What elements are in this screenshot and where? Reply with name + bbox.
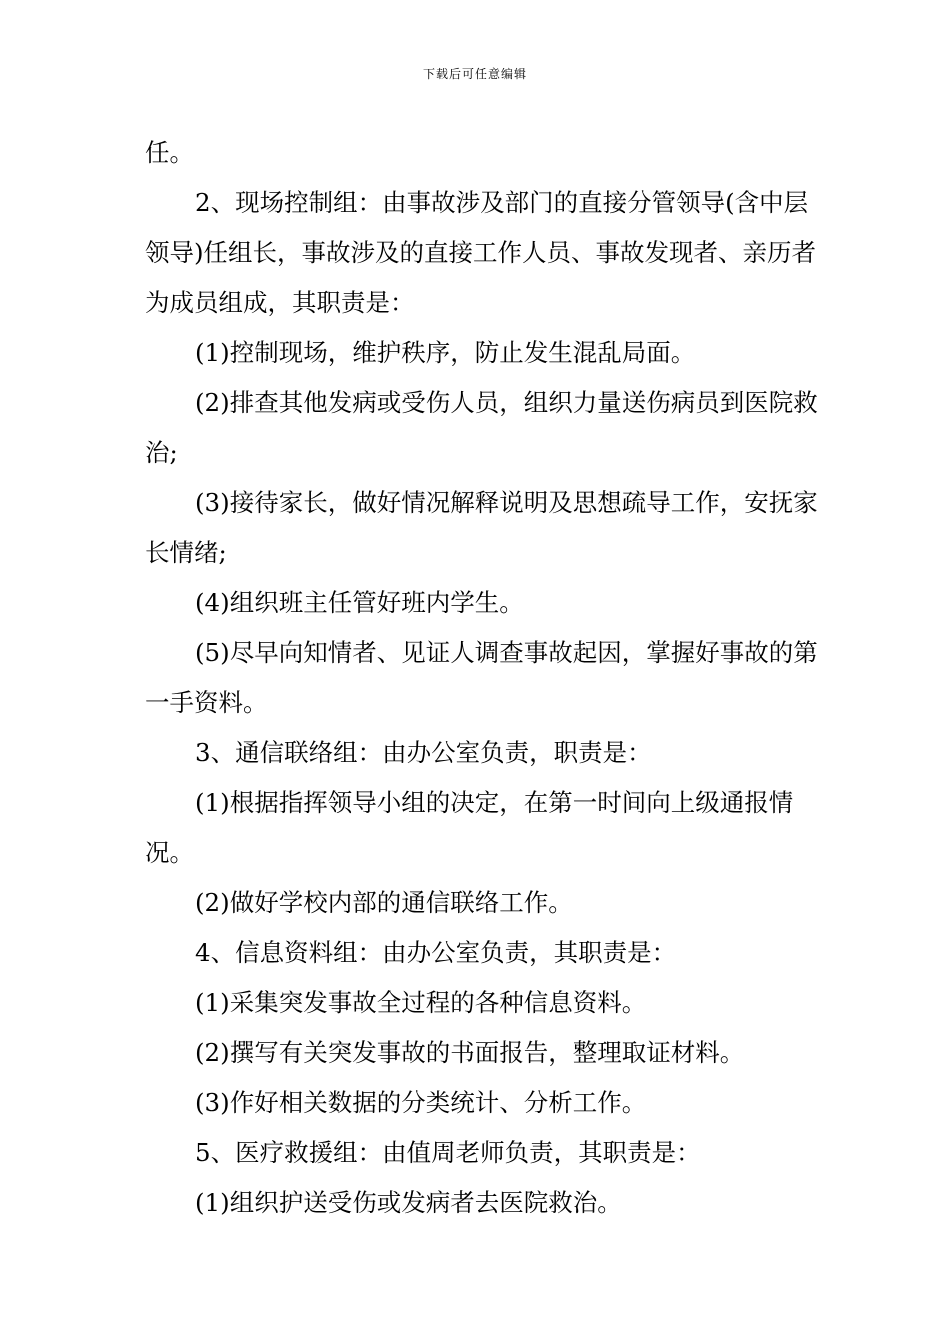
paragraph-item: (1)组织护送受伤或发病者去医院救治。 [195,1188,622,1217]
paragraph-site-control-group: 2、现场控制组：由事故涉及部门的直接分管领导(含中层领导)任组长，事故涉及的直接工作人员、事故发现者、亲历者为成员组成，其职责是： [145,188,817,317]
paragraph-communication-group: 3、通信联络组：由办公室负责，职责是： [195,738,652,767]
paragraph-item: (1)控制现场，维护秩序，防止发生混乱局面。 [195,338,696,367]
paragraph-medical-group: 5、医疗救援组：由值周老师负责，其职责是： [195,1138,701,1167]
document-body [145,128,825,1228]
page-header: 下载后可任意编辑 [422,67,527,81]
paragraph-item: (3)作好相关数据的分类统计、分析工作。 [195,1088,647,1117]
paragraph-information-group: 4、信息资料组：由办公室负责，其职责是： [195,938,677,967]
paragraph-item: (3)接待家长，做好情况解释说明及思想疏导工作，安抚家长情绪; [145,488,818,567]
paragraph-item: (2)排查其他发病或受伤人员，组织力量送伤病员到医院救治; [145,388,818,467]
paragraph-item: (4)组织班主任管好班内学生。 [195,588,524,617]
paragraph-item: (5)尽早向知情者、见证人调查事故起因，掌握好事故的第一手资料。 [145,638,818,717]
paragraph-item: (2)撰写有关突发事故的书面报告，整理取证材料。 [195,1038,745,1067]
paragraph-item: (1)采集突发事故全过程的各种信息资料。 [195,988,647,1017]
paragraph-item: (1)根据指挥领导小组的决定，在第一时间向上级通报情况。 [145,788,794,867]
paragraph-continuation: 任。 [145,138,194,167]
paragraph-item: (2)做好学校内部的通信联络工作。 [195,888,573,917]
